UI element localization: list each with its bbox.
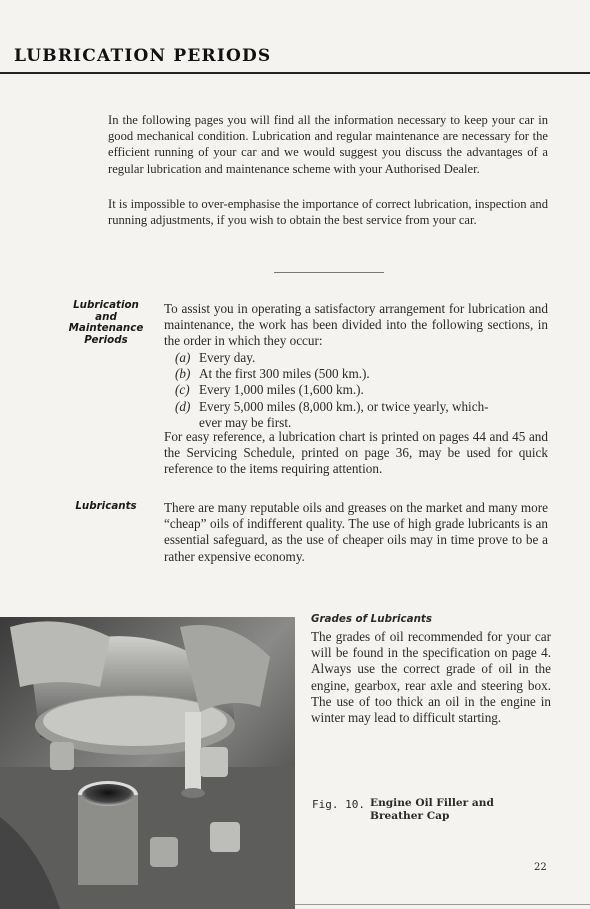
list-item xyxy=(175,382,548,398)
list-marker: (a) xyxy=(175,350,191,365)
figure-caption-line: Engine Oil Filler and xyxy=(370,797,494,809)
side-heading-periods xyxy=(58,300,154,346)
list-marker: (c) xyxy=(175,382,190,398)
list-item-text: At the first 300 miles (500 km.). xyxy=(199,366,370,382)
list-item xyxy=(175,399,548,415)
grades-heading: Grades of Lubricants xyxy=(311,613,432,625)
side-heading-line: Maintenance xyxy=(68,322,144,334)
figure-caption-line: Breather Cap xyxy=(370,810,450,822)
list-item-continuation: ever may be first. xyxy=(199,414,292,430)
list-item-text: Every day. xyxy=(199,350,256,365)
side-heading-lubricants: Lubricants xyxy=(75,500,137,512)
intro-paragraph-1: In the following pages you will find all the information necessary to keep your car in good mechanical condition. Lubrication and regular maintenance are necessary for the efficient running of your car and we would suggest you discuss the advantages of a regular lubrication and maintenance scheme with your Authorised Dealer. xyxy=(108,113,548,176)
section-divider xyxy=(274,272,384,273)
page-number: 22 xyxy=(534,862,547,873)
periods-body: To assist you in operating a satisfactory arrangement for lubrication and maintenance, the work has been divided into the following sections, in the order in which they occur: xyxy=(164,301,548,349)
figure-caption xyxy=(370,797,494,823)
periods-list xyxy=(175,350,548,431)
list-item xyxy=(175,366,548,382)
list-item-text: Every 5,000 miles (8,000 km.), or twice yearly, which- xyxy=(199,398,489,414)
list-item xyxy=(175,350,548,366)
side-heading-line: and xyxy=(95,310,117,323)
side-heading-line: Lubrication xyxy=(73,299,139,311)
intro-paragraph-2: It is impossible to over-emphasise the importance of correct lubrication, inspection and running adjustments, if you wish to obtain the best service from your car. xyxy=(108,197,548,228)
page-header xyxy=(0,42,590,74)
page-title: LUBRICATION PERIODS xyxy=(14,46,272,66)
figure-number: Fig. 10. xyxy=(312,798,365,811)
list-item-text: Every 1,000 miles (1,600 km.). xyxy=(199,382,364,398)
lubricants-body: There are many reputable oils and greases on the market and many more “cheap” oils of indifferent quality. The use of high grade lubricants is an essential safeguard, as the use of cheaper oils may in time prove to be a rather expensive economy. xyxy=(164,500,548,564)
periods-after-paragraph: For easy reference, a lubrication chart is printed on pages 44 and 45 and the Servicing Schedule, printed on page 36, may be used for quick reference to the items requiring attention. xyxy=(164,429,548,477)
engine-photo xyxy=(0,617,295,909)
list-marker: (b) xyxy=(175,366,191,382)
list-marker: (d) xyxy=(175,398,191,414)
side-heading-line: Periods xyxy=(84,333,128,346)
grades-body: The grades of oil recommended for your car will be found in the specification on page 4. Always use the correct grade of oil in the engine, gearbox, rear axle and steering box. The use of too thick an oil in the engine in winter may lead to difficult starting. xyxy=(311,629,551,726)
bottom-divider xyxy=(295,904,590,905)
